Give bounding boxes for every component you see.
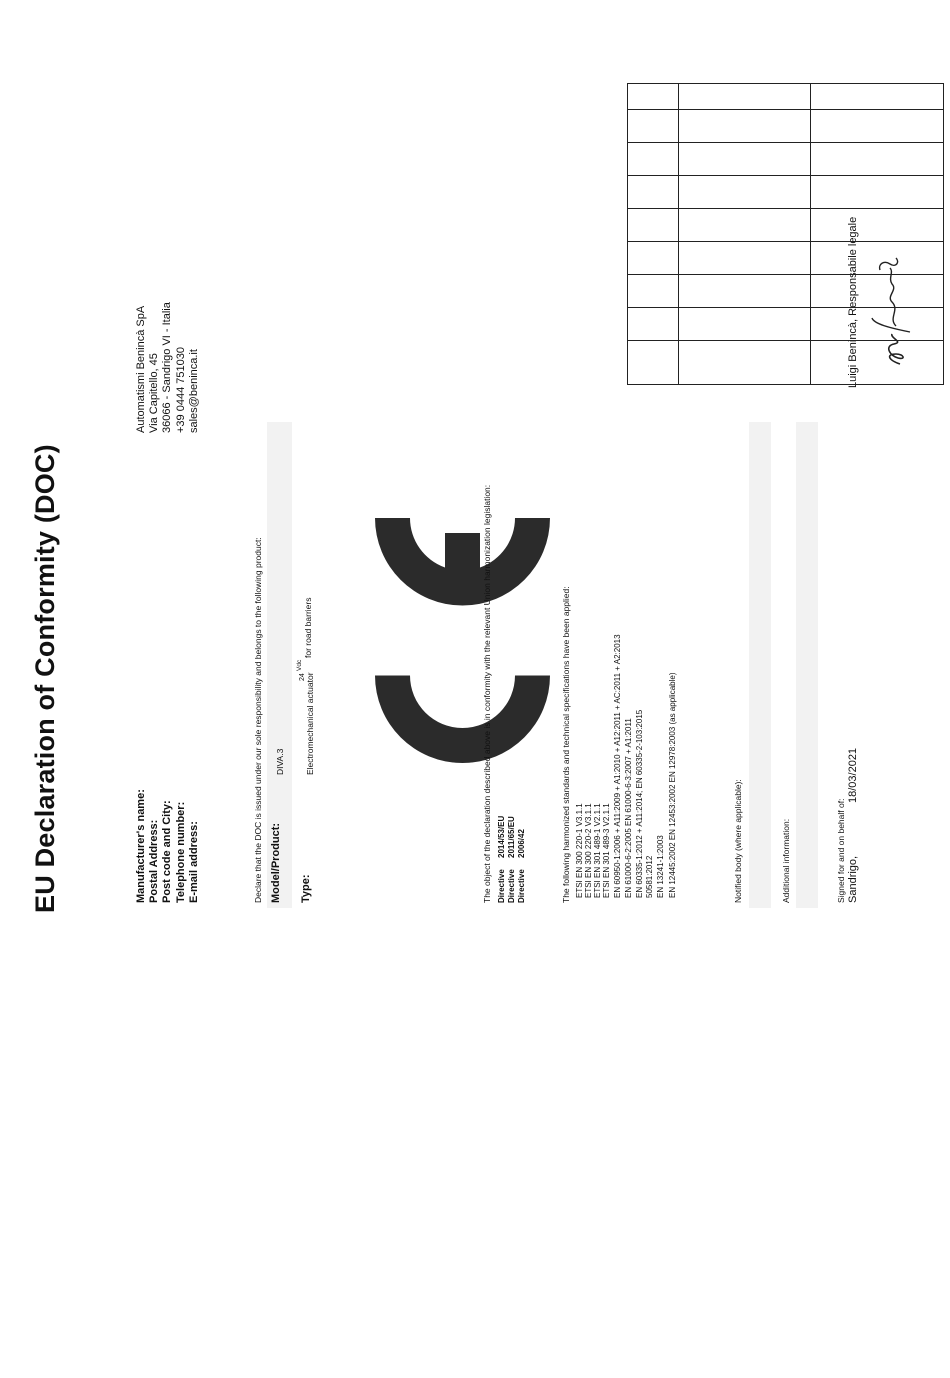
table-row <box>628 84 679 385</box>
standard-item: ETSI EN 301 489-3 V2.1.1 <box>602 803 611 898</box>
notified-body-label: Notified body (where applicable): <box>733 779 743 903</box>
directive-3-number: 2006/42 <box>517 829 526 858</box>
postal-address-value: Via Capitello, 45 <box>148 353 160 433</box>
standard-item: EN 13241-1:2003 <box>656 835 665 898</box>
signatory-name: Luigi Benincà, Responsabile legale <box>847 216 859 388</box>
model-label: Model/Product: <box>270 822 282 903</box>
standard-item: EN 12445:2002 EN 12453:2002 EN 12978:2003 (as applicable) <box>668 672 677 898</box>
email-value[interactable]: sales@beninca.it <box>188 349 200 433</box>
directive-1-number: 2014/53/EU <box>497 815 506 858</box>
telephone-value: +39 0444 751030 <box>175 347 187 433</box>
standards-intro: The following harmonized standards and technical specifications have been applied: <box>561 586 571 903</box>
directive-2-number: 2011/65/EU <box>507 816 516 858</box>
standard-item: EN 60335-1:2012 + A11:2014; EN 60335-2-103:2015 <box>635 709 644 898</box>
conformity-statement: The object of the declaration described above is in conformity with the relevant Union harmonization legislation: <box>482 484 492 903</box>
directive-1-label: Directive <box>497 869 506 903</box>
postal-address-label: Postal Address: <box>148 819 160 903</box>
type-suffix: for road barriers <box>303 597 313 658</box>
standard-item: 50581:2012 <box>645 855 654 898</box>
type-value: Electromechanical actuator <box>305 672 315 775</box>
additional-info-label: Additional information: <box>781 818 791 903</box>
sign-date: 18/03/2021 <box>847 747 859 803</box>
standard-item: ETSI EN 300 220-1 V3.1.1 <box>575 803 584 898</box>
notified-body-field <box>749 422 771 908</box>
table-row <box>679 84 811 385</box>
sign-place: Sandrigo, <box>847 855 859 903</box>
telephone-label: Telephone number: <box>175 801 187 903</box>
directive-2-label: Directive <box>507 869 516 903</box>
standard-item: EN 60950-1:2006 + A11:2009 + A1:2010 + A12:2011 + AC:2011 + A2:2013 <box>613 634 622 898</box>
ce-mark-logo <box>375 518 550 763</box>
directive-3-label: Directive <box>517 869 526 903</box>
standard-item: ETSI EN 301 489-1 V2.1.1 <box>593 803 602 898</box>
table-row <box>811 84 944 385</box>
additional-info-field <box>796 422 818 908</box>
manufacturer-name-value: Automatismi Benincà SpA <box>135 305 147 433</box>
revision-table <box>627 83 944 385</box>
declare-text: Declare that the DOC is issued under our sole responsibility and belongs to the following product: <box>253 537 263 903</box>
post-code-value: 36066 - Sandrigo VI - Italia <box>161 302 173 433</box>
type-unit: Vdc <box>296 659 303 671</box>
standard-item: ETSI EN 300 220-2 V3.1.1 <box>584 803 593 898</box>
type-voltage: 24 <box>299 673 306 681</box>
standard-item: EN 61000-6-2:2005 EN 61000-6-3:2007 + A1:2011 <box>624 718 633 898</box>
signed-label: Signed for and on behalf of: <box>836 798 846 903</box>
model-value: DIVA.3 <box>275 748 285 775</box>
email-label: E-mail address: <box>188 821 200 903</box>
post-code-label: Post code and City: <box>161 800 173 903</box>
document-title: EU Declaration of Conformity (DOC) <box>30 444 60 913</box>
manufacturer-name-label: Manufacturer's name: <box>135 789 147 903</box>
type-label: Type: <box>300 874 312 903</box>
